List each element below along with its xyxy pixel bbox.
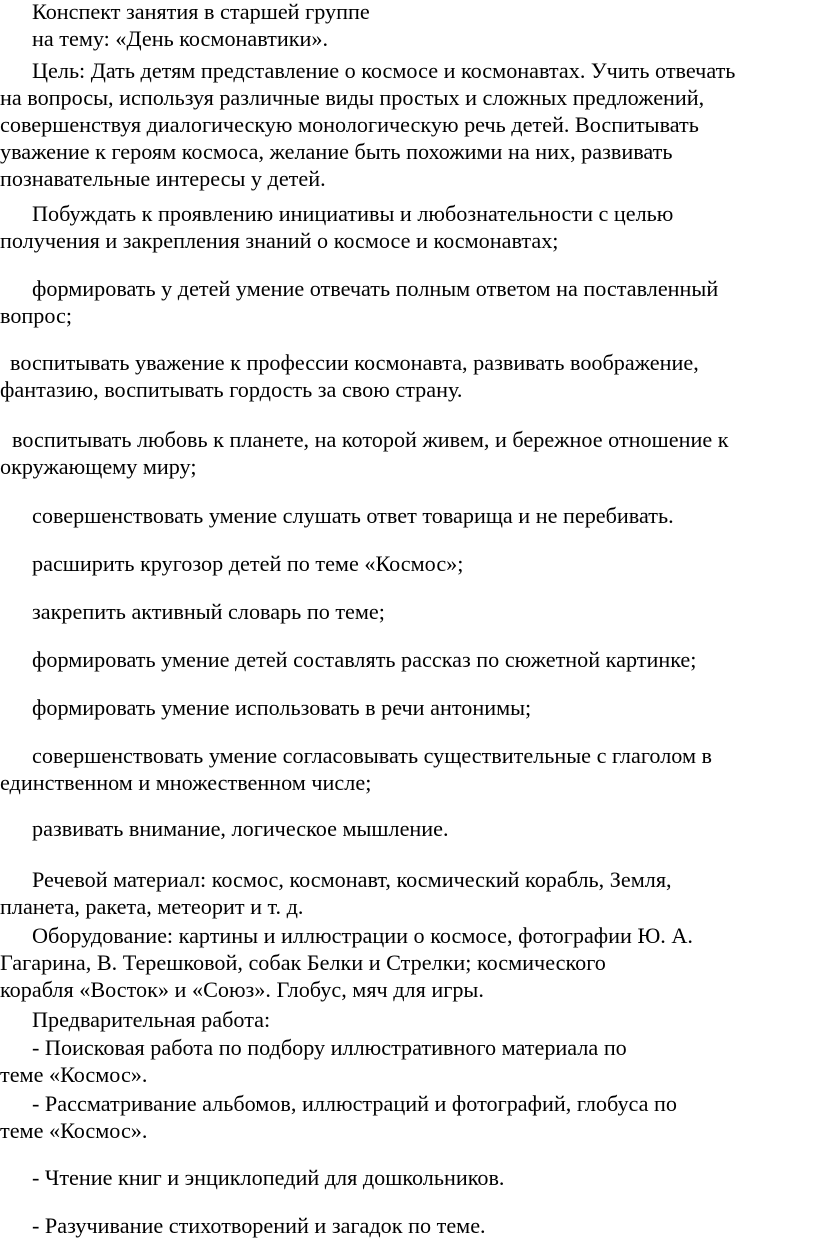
listen-paragraph: совершенствовать умение слушать ответ товарища и не перебивать.: [32, 503, 674, 528]
initiative-paragraph: Побуждать к проявлению инициативы и любознательности с целью получения и закрепления знаний о космосе и космонавтах;: [0, 201, 674, 253]
prep-title: Предварительная работа:: [32, 1007, 271, 1032]
goal-paragraph: Цель: Дать детям представление о космосе и космонавтах. Учить отвечать на вопросы, используя различные виды простых и сложных предложений, совершенствуя диалогическую монологическую речь детей. Воспитывать уважение к героям космоса, желание быть похожими на них, развивать познавательные интересы у детей.: [0, 58, 736, 191]
agree-paragraph: совершенствовать умение согласовывать существительные с глаголом в единственном и множественном числе;: [0, 743, 713, 795]
antonyms-paragraph: формировать умение использовать в речи антонимы;: [32, 695, 532, 720]
prep-albums-item: - Рассматривание альбомов, иллюстраций и фотографий, глобуса по теме «Космос».: [0, 1091, 678, 1143]
attention-paragraph: развивать внимание, логическое мышление.: [32, 816, 449, 841]
speech-material-paragraph: Речевой материал: космос, космонавт, космический корабль, Земля, планета, ракета, метеорит и т. д.: [0, 867, 672, 919]
equipment-paragraph: Оборудование: картины и иллюстрации о космосе, фотографии Ю. А. Гагарина, В. Терешковой, собак Белки и Стрелки; космического корабля «Восток» и «Союз». Глобус, мяч для игры.: [0, 923, 693, 1002]
prep-search-item: - Поисковая работа по подбору иллюстративного материала по теме «Космос».: [0, 1035, 627, 1087]
vocab-paragraph: закрепить активный словарь по теме;: [32, 599, 385, 624]
title-line-2: на тему: «День космонавтики».: [32, 26, 329, 51]
title-line-1: Конспект занятия в старшей группе: [32, 0, 370, 24]
love-paragraph: воспитывать любовь к планете, на которой живем, и бережное отношение к окружающему миру;: [0, 427, 729, 479]
prep-reading-item: - Чтение книг и энциклопедий для дошкольников.: [32, 1165, 505, 1190]
respect-paragraph: воспитывать уважение к профессии космонавта, развивать воображение, фантазию, воспитывать гордость за свою страну.: [0, 350, 699, 402]
prep-poems-item: - Разучивание стихотворений и загадок по теме.: [32, 1213, 486, 1238]
story-paragraph: формировать умение детей составлять рассказ по сюжетной картинке;: [32, 647, 697, 672]
answer-paragraph: формировать у детей умение отвечать полным ответом на поставленный вопрос;: [0, 276, 719, 328]
outlook-paragraph: расширить кругозор детей по теме «Космос»;: [32, 551, 464, 576]
